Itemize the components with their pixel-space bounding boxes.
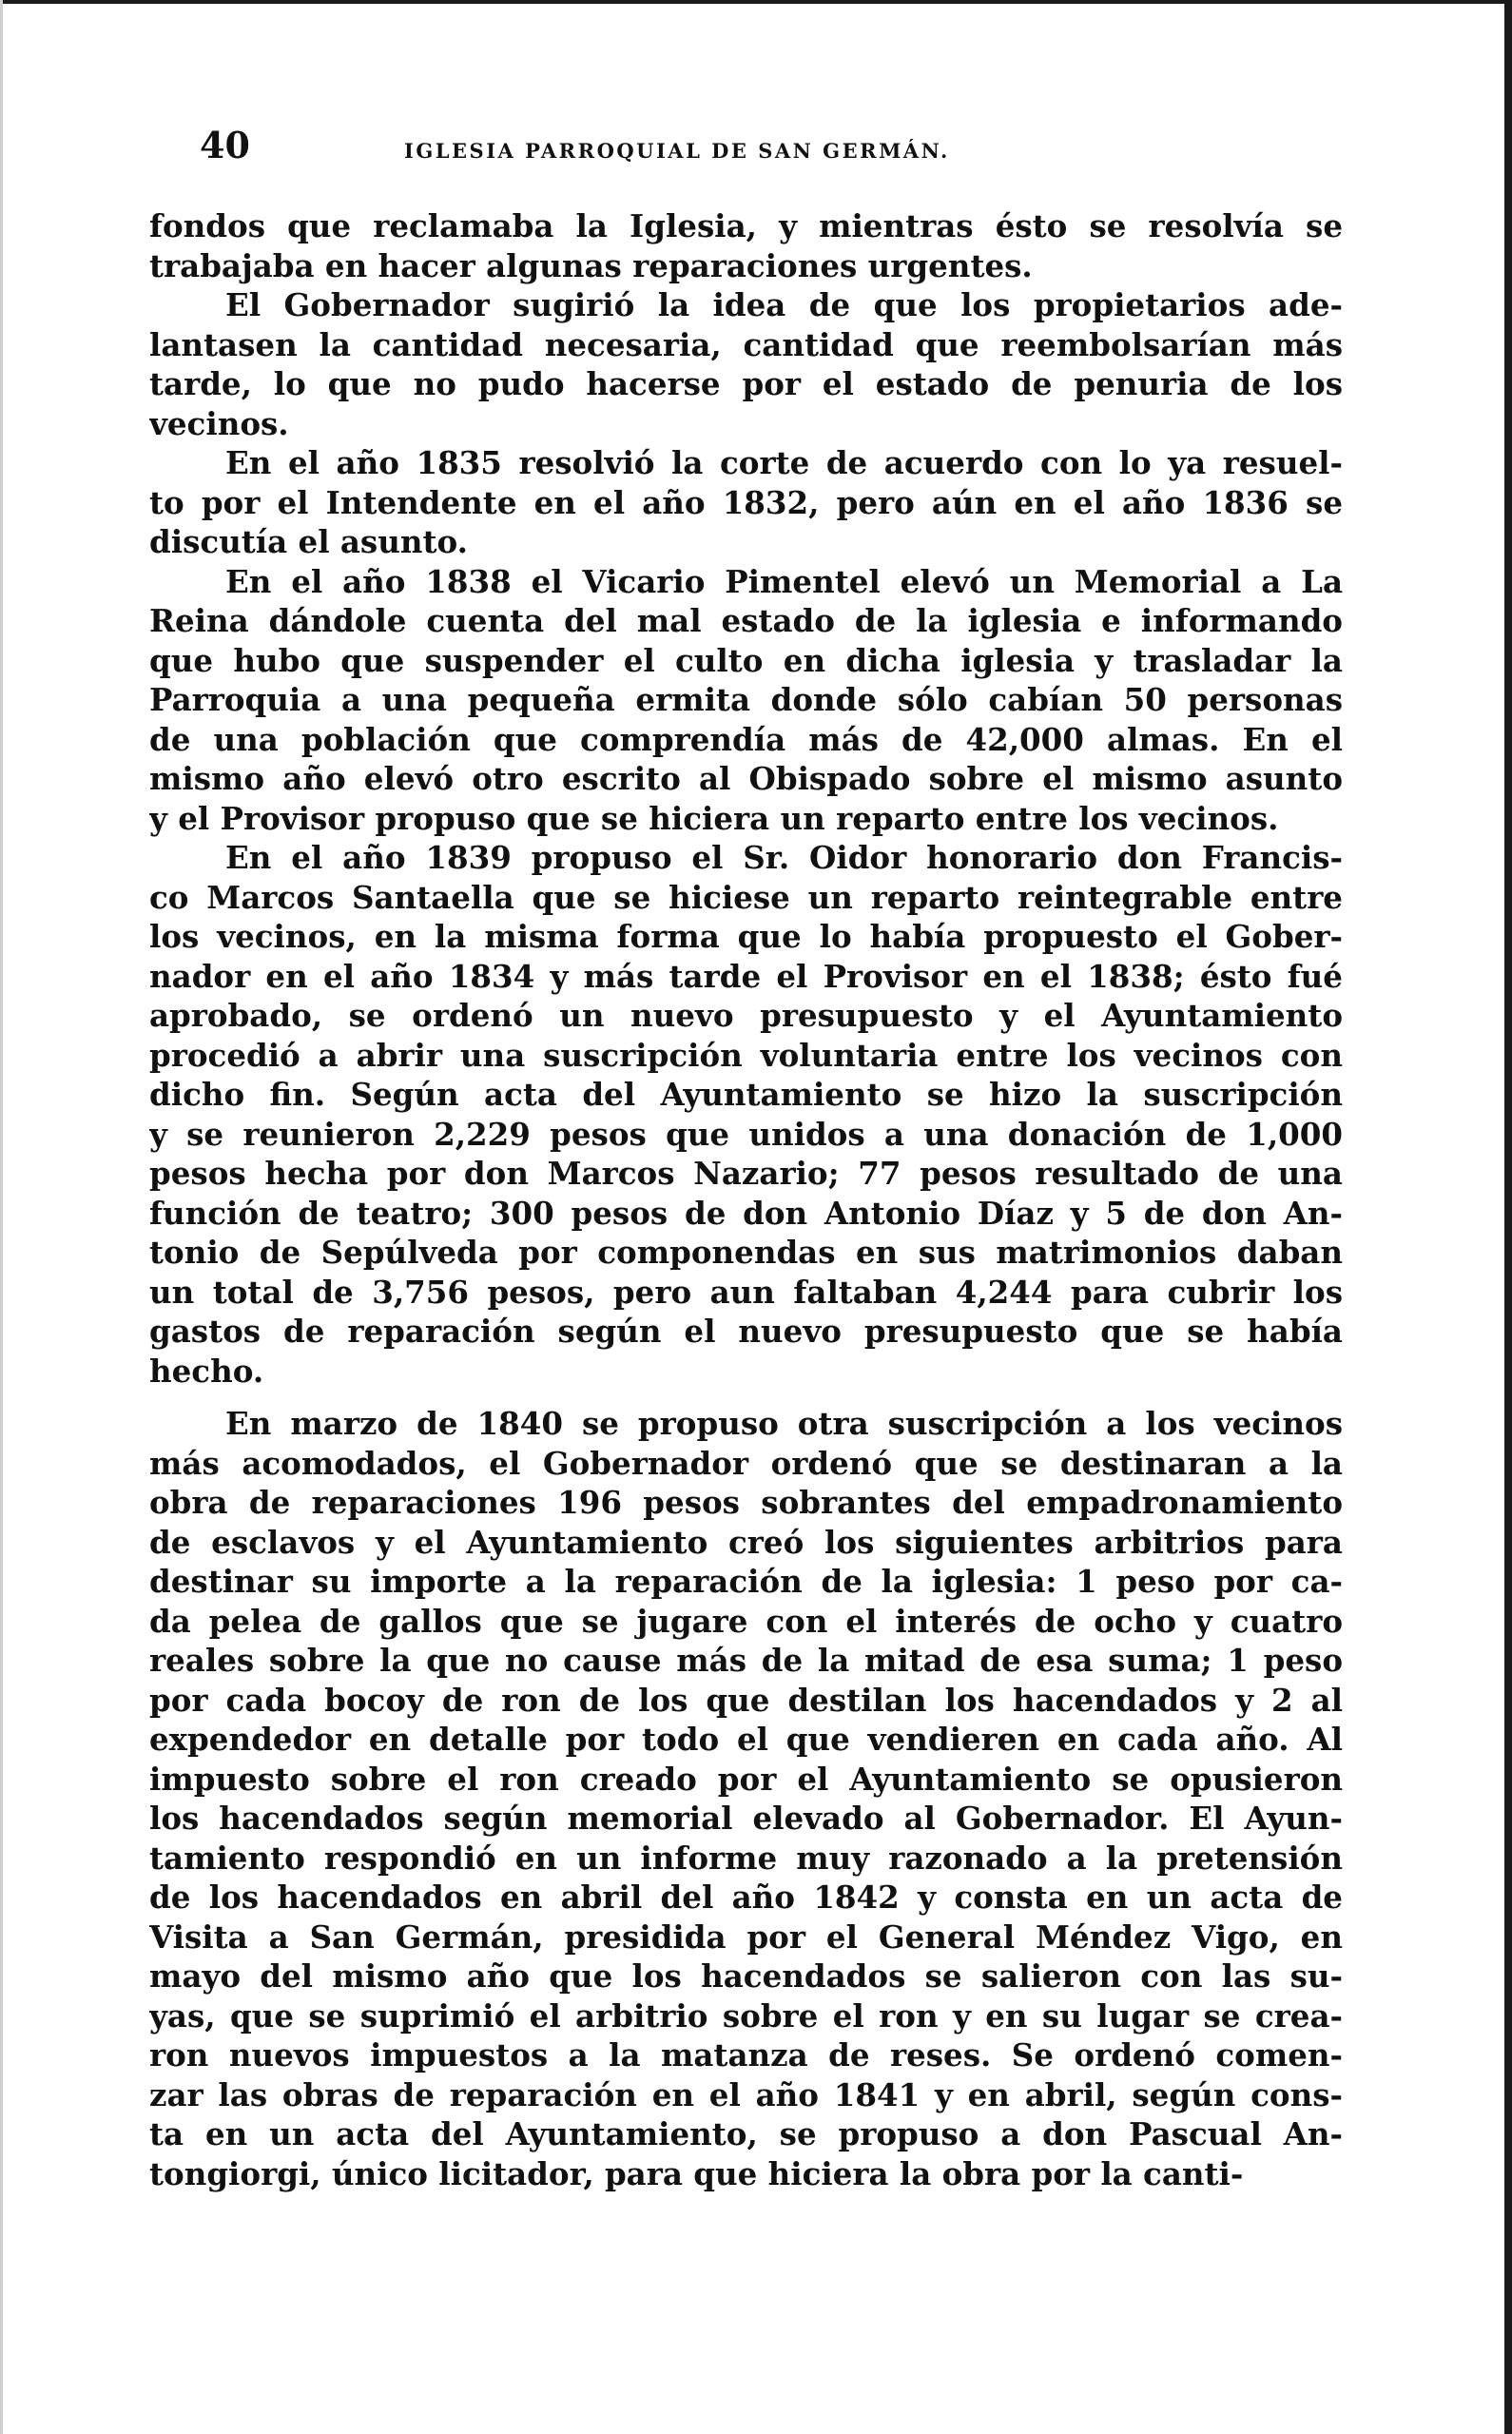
text-line: destinar su importe a la reparación de la iglesia: 1 peso por ca- — [149, 1563, 1343, 1600]
text-line: fondos que reclamaba la Iglesia, y mientras ésto se resolvía se — [149, 207, 1343, 244]
text-line: zar las obras de reparación en el año 1841 y en abril, según cons- — [149, 2075, 1343, 2113]
text-line: mayo del mismo año que los hacendados se salieron con las su- — [149, 1957, 1343, 1995]
text-line: nador en el año 1834 y más tarde el Provisor en el 1838; ésto fué — [149, 957, 1343, 995]
text-line: que hubo que suspender el culto en dicha iglesia y trasladar la — [149, 641, 1343, 679]
text-line: gastos de reparación según el nuevo presupuesto que se había — [149, 1313, 1343, 1350]
scan-border-top — [0, 0, 1512, 4]
text-line: mismo año elevó otro escrito al Obispado sobre el mismo asunto — [149, 760, 1343, 797]
text-line: y el Provisor propuso que se hiciera un reparto entre los vecinos. — [149, 799, 1279, 837]
paragraph — [149, 838, 1343, 1391]
scan-border-right — [1504, 0, 1512, 2434]
text-line: vecinos. — [149, 404, 289, 442]
text-line: impuesto sobre el ron creado por el Ayuntamiento se opusieron — [149, 1760, 1343, 1798]
text-line: da pelea de gallos que se jugare con el interés de ocho y cuatro — [149, 1602, 1343, 1640]
text-line: de esclavos y el Ayuntamiento creó los siguientes arbitrios para — [149, 1523, 1343, 1561]
text-line: Reina dándole cuenta del mal estado de la iglesia e informando — [149, 602, 1343, 639]
paragraph — [149, 1404, 1343, 2193]
text-line: hecho. — [149, 1352, 264, 1390]
text-line: En el año 1839 propuso el Sr. Oidor honorario don Francis- — [225, 839, 1343, 876]
text-line: Parroquia a una pequeña ermita donde sólo cabían 50 personas — [149, 681, 1343, 718]
text-line: y se reunieron 2,229 pesos que unidos a una donación de 1,000 — [149, 1115, 1343, 1153]
text-line: tarde, lo que no pudo hacerse por el estado de penuria de los — [149, 365, 1343, 402]
text-line: tamiento respondió en un informe muy razonado a la pretensión — [149, 1839, 1343, 1877]
text-line: más acomodados, el Gobernador ordenó que se destinaran a la — [149, 1444, 1343, 1482]
page-number: 40 — [200, 124, 250, 166]
text-line: tongiorgi, único licitador, para que hiciera la obra por la canti- — [149, 2154, 1244, 2192]
scan-border-left — [0, 0, 3, 2434]
text-line: un total de 3,756 pesos, pero aun faltaban 4,244 para cubrir los — [149, 1273, 1343, 1311]
text-line: yas, que se suprimió el arbitrio sobre el ron y en su lugar se crea- — [149, 1996, 1343, 2035]
text-line: Visita a San Germán, presidida por el General Méndez Vigo, en — [149, 1918, 1343, 1956]
text-line: to por el Intendente en el año 1832, pero aún en el año 1836 se — [149, 483, 1343, 521]
text-line: tonio de Sepúlveda por componendas en sus matrimonios daban — [149, 1234, 1343, 1271]
text-line: trabajaba en hacer algunas reparaciones urgentes. — [149, 246, 1033, 284]
text-line: procedió a abrir una suscripción voluntaria entre los vecinos con — [149, 1036, 1343, 1074]
text-line: En el año 1835 resolvió la corte de acuerdo con lo ya resuel- — [225, 444, 1343, 481]
text-line: los vecinos, en la misma forma que lo había propuesto el Gober- — [149, 918, 1343, 955]
text-line: de los hacendados en abril del año 1842 y consta en un acta de — [149, 1879, 1343, 1916]
text-line: los hacendados según memorial elevado al Gobernador. El Ayun- — [149, 1800, 1343, 1837]
paragraph-gap — [149, 1391, 1343, 1404]
text-line: de una población que comprendía más de 42,000 almas. En el — [149, 720, 1343, 758]
text-line: dicho fin. Según acta del Ayuntamiento se hizo la suscripción — [149, 1076, 1343, 1113]
paragraph — [149, 562, 1343, 839]
text-line: lantasen la cantidad necesaria, cantidad que reembolsarían más — [149, 325, 1343, 363]
text-line: por cada bocoy de ron de los que destilan los hacendados y 2 al — [149, 1681, 1343, 1719]
body-text — [149, 206, 1343, 2193]
text-line: discutía el asunto. — [149, 523, 468, 560]
text-line: obra de reparaciones 196 pesos sobrantes del empadronamiento — [149, 1484, 1343, 1521]
text-line: función de teatro; 300 pesos de don Antonio Díaz y 5 de don An- — [149, 1194, 1343, 1232]
text-line: reales sobre la que no cause más de la mitad de esa suma; 1 peso — [149, 1642, 1343, 1679]
text-line: ta en un acta del Ayuntamiento, se propuso a don Pascual An- — [149, 2115, 1343, 2152]
running-head: IGLESIA PARROQUIAL DE SAN GERMÁN. — [404, 139, 950, 163]
text-line: expendedor en detalle por todo el que vendieren en cada año. Al — [149, 1721, 1343, 1758]
text-line: pesos hecha por don Marcos Nazario; 77 pesos resultado de una — [149, 1155, 1343, 1192]
text-line: co Marcos Santaella que se hiciese un reparto reintegrable entre — [149, 878, 1343, 916]
page-header — [200, 122, 1360, 179]
paragraph — [149, 443, 1343, 562]
text-line: En el año 1838 el Vicario Pimentel elevó un Memorial a La — [225, 562, 1343, 600]
text-line: En marzo de 1840 se propuso otra suscripción a los vecinos — [225, 1405, 1343, 1442]
text-line: ron nuevos impuestos a la matanza de reses. Se ordenó comen- — [149, 2036, 1343, 2074]
paragraph — [149, 206, 1343, 285]
text-line: aprobado, se ordenó un nuevo presupuesto y el Ayuntamiento — [149, 997, 1343, 1034]
paragraph — [149, 285, 1343, 443]
text-line: El Gobernador sugirió la idea de que los propietarios ade- — [225, 286, 1343, 323]
